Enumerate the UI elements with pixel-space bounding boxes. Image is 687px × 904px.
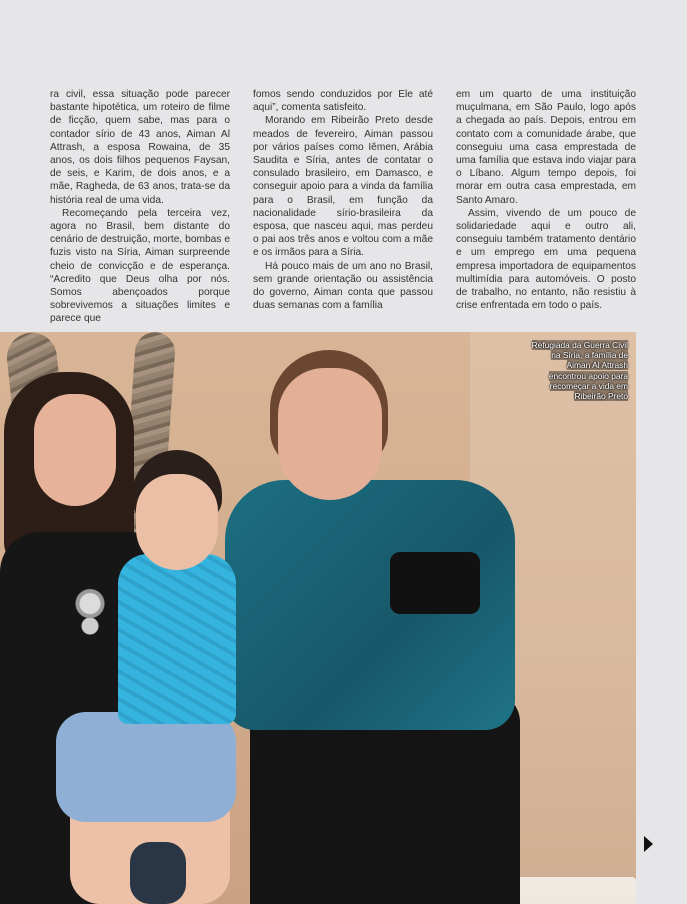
paragraph: fomos sendo conduzidos por Ele até aqui”, comenta satisfeito. xyxy=(253,89,433,114)
boy-blue-tank-top xyxy=(118,554,236,724)
article-column-3 xyxy=(456,88,636,320)
shirt-flower-print xyxy=(70,578,110,642)
family-photo xyxy=(0,332,636,904)
boy-shorts xyxy=(56,712,236,822)
paragraph: Há pouco mais de um ano no Brasil, sem grande orientação ou assistência do governo, Aiman conta que passou duas semanas com a família xyxy=(253,260,433,312)
paragraph: Morando em Ribeirão Preto desde meados de fevereiro, Aiman passou por vários países como Iêmen, Arábia Saudita e Síria, antes de contatar o consulado brasileiro, em Damasco, e conseguir apoio para a vinda da família para o Brasil, em função da nacionalidade sírio-brasileira da esposa, que nasceu aqui, mas perdeu o pai aos três anos e voltou com a mãe e os irmãos para a Síria. xyxy=(253,115,433,259)
paragraph: Recomeçando pela terceira vez, agora no Brasil, bem distante do cenário de destruição, morte, bombas e fuzis visto na Síria, Aiman surpreende cheio de convicção e de esperança. “Acredito que Deus olha por nós. Somos abençoados porque sobrevivemos a situações limites e parece que xyxy=(50,207,230,325)
paragraph: em um quarto de uma instituição muçulmana, em São Paulo, logo após a chegada ao país. Depois, entrou em contato com a comunidade árabe, que conseguiu uma casa emprestada de uma família que estava indo viajar para o Líbano. Algum tempo depois, foi morar em outra casa emprestada, em Santo Amaro. xyxy=(456,89,636,206)
photo-caption-text: Refugiada da Guerra Civil na Síria, a família de Aiman Al Attrash encontrou apoio para recomeçar a vida em Ribeirão Preto xyxy=(531,340,628,402)
paragraph: Assim, vivendo de um pouco de solidariedade aqui e outro ali, conseguiu também tratamento dentário e um emprego em uma pequena empresa importadora de equipamentos multimídia para automóveis. O posto de trabalho, no entanto, não resistiu à crise enfrentada em todo o país. xyxy=(456,207,636,312)
boy-shoe xyxy=(130,842,186,904)
boy-face xyxy=(136,474,218,570)
article-body xyxy=(50,88,636,325)
photo-caption xyxy=(528,340,628,401)
article-column-2 xyxy=(253,88,433,320)
woman-face xyxy=(34,394,116,506)
paragraph: ra civil, essa situação pode parecer bastante hipotética, um roteiro de filme de ficção, quem sabe, mas para o contador sírio de 43 anos, Aiman Al Attrash, a esposa Rowaina, de 35 anos, os dois filhos pequenos Faysan, de seis, e Karim, de dois anos, e a mãe, Ragheda, de 63 anos, trata-se da história real de uma vida. xyxy=(50,89,230,206)
grandmother-face xyxy=(278,368,382,500)
grandmother-sleeve xyxy=(390,552,480,614)
article-column-1 xyxy=(50,88,230,325)
next-page-arrow-icon[interactable] xyxy=(644,836,653,852)
